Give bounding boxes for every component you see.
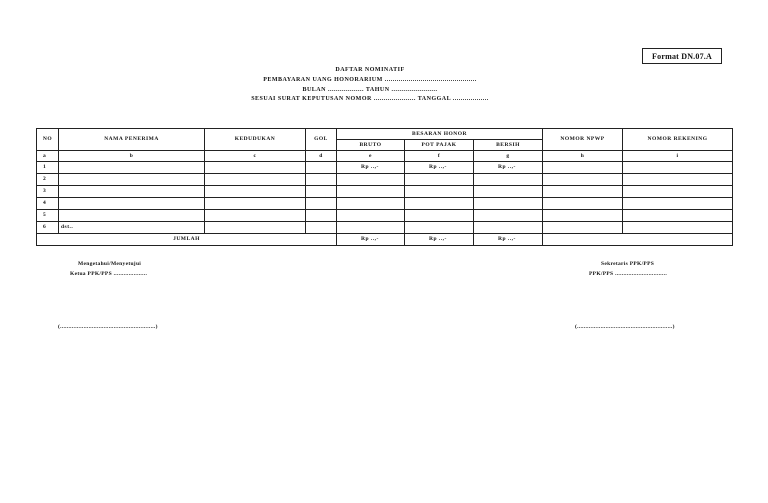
header-pot-pajak: POT PAJAK: [405, 140, 474, 151]
row-bersih: [474, 174, 543, 186]
header-bersih: BERSIH: [474, 140, 543, 151]
row-rekening: [623, 198, 733, 210]
header-kedudukan: KEDUDUKAN: [205, 129, 306, 151]
row-kedudukan: [205, 174, 306, 186]
row-nama: [59, 186, 205, 198]
row-bersih: [474, 210, 543, 222]
row-rekening: [623, 186, 733, 198]
table-row: [37, 198, 733, 210]
row-pot-pajak: [405, 210, 474, 222]
row-kedudukan: [205, 186, 306, 198]
letter-cell: d: [306, 151, 337, 162]
format-code-box: Format DN.07.A: [642, 48, 722, 64]
row-npwp: [543, 198, 623, 210]
row-gol: [306, 198, 337, 210]
row-no: 6: [37, 222, 59, 234]
table-row: [37, 174, 733, 186]
row-npwp: [543, 174, 623, 186]
row-nama: [59, 162, 205, 174]
row-kedudukan: [205, 162, 306, 174]
letter-cell: h: [543, 151, 623, 162]
letter-row: [37, 151, 733, 162]
row-bersih: Rp ..,-: [474, 162, 543, 174]
table-row: [37, 162, 733, 174]
table-row: [37, 186, 733, 198]
header-rekening: NOMOR REKENING: [623, 129, 733, 151]
row-rekening: [623, 210, 733, 222]
row-bersih: [474, 198, 543, 210]
total-bruto: Rp ..,-: [337, 234, 405, 246]
row-no: 1: [37, 162, 59, 174]
row-rekening: [623, 162, 733, 174]
row-bersih: [474, 186, 543, 198]
row-pot-pajak: [405, 186, 474, 198]
right-signer-role: Sekretaris PPK/PPS: [601, 261, 655, 267]
total-empty: [543, 234, 733, 246]
row-bruto: [337, 198, 405, 210]
row-no: 2: [37, 174, 59, 186]
heading-payment: PEMBAYARAN UANG HONORARIUM ..............................................: [263, 76, 477, 83]
row-npwp: [543, 222, 623, 234]
total-label: JUMLAH: [37, 234, 337, 246]
row-no: 4: [37, 198, 59, 210]
letter-cell: c: [205, 151, 306, 162]
total-pot-pajak: Rp ..,-: [405, 234, 474, 246]
total-row: [37, 234, 733, 246]
row-kedudukan: [205, 222, 306, 234]
right-signer-name: (.........................................................): [575, 324, 675, 330]
row-npwp: [543, 162, 623, 174]
row-gol: [306, 186, 337, 198]
letter-cell: g: [474, 151, 543, 162]
row-rekening: [623, 174, 733, 186]
row-bruto: Rp ..,-: [337, 162, 405, 174]
total-bersih: Rp ..,-: [474, 234, 543, 246]
header-bruto: BRUTO: [337, 140, 405, 151]
table-row: [37, 210, 733, 222]
row-npwp: [543, 186, 623, 198]
letter-cell: e: [337, 151, 405, 162]
row-bruto: [337, 210, 405, 222]
letter-cell: a: [37, 151, 59, 162]
row-gol: [306, 222, 337, 234]
header-row-1: [37, 129, 733, 140]
row-nama: [59, 198, 205, 210]
heading-title: DAFTAR NOMINATIF: [335, 67, 405, 73]
row-kedudukan: [205, 210, 306, 222]
letter-cell: f: [405, 151, 474, 162]
document-heading: [230, 66, 510, 105]
nominative-table: [36, 128, 733, 246]
row-pot-pajak: [405, 198, 474, 210]
row-pot-pajak: [405, 222, 474, 234]
row-gol: [306, 174, 337, 186]
header-besaran-honor: BESARAN HONOR: [337, 129, 543, 140]
right-signer-title: PPK/PPS ...............................: [589, 271, 668, 277]
letter-cell: b: [59, 151, 205, 162]
row-nama: [59, 210, 205, 222]
header-no: NO: [37, 129, 59, 151]
heading-decree: SESUAI SURAT KEPUTUSAN NOMOR ..................... TANGGAL ..................: [251, 96, 489, 103]
row-gol: [306, 162, 337, 174]
row-nama: [59, 174, 205, 186]
left-signer-name: (.........................................................): [58, 324, 158, 330]
row-bruto: [337, 174, 405, 186]
letter-cell: i: [623, 151, 733, 162]
heading-period: BULAN .................. TAHUN .......................: [302, 86, 438, 93]
header-gol: GOL: [306, 129, 337, 151]
row-no: 5: [37, 210, 59, 222]
left-signer-title: Ketua PPK/PPS ....................: [70, 271, 148, 277]
row-bruto: [337, 186, 405, 198]
header-nama: NAMA PENERIMA: [59, 129, 205, 151]
table-row: [37, 222, 733, 234]
row-pot-pajak: Rp ..,-: [405, 162, 474, 174]
row-gol: [306, 210, 337, 222]
row-bersih: [474, 222, 543, 234]
row-pot-pajak: [405, 174, 474, 186]
row-no: 3: [37, 186, 59, 198]
row-nama: dst..: [59, 222, 205, 234]
header-npwp: NOMOR NPWP: [543, 129, 623, 151]
row-kedudukan: [205, 198, 306, 210]
left-approval-label: Mengetahui/Menyetujui: [78, 261, 142, 267]
row-bruto: [337, 222, 405, 234]
row-rekening: [623, 222, 733, 234]
row-npwp: [543, 210, 623, 222]
